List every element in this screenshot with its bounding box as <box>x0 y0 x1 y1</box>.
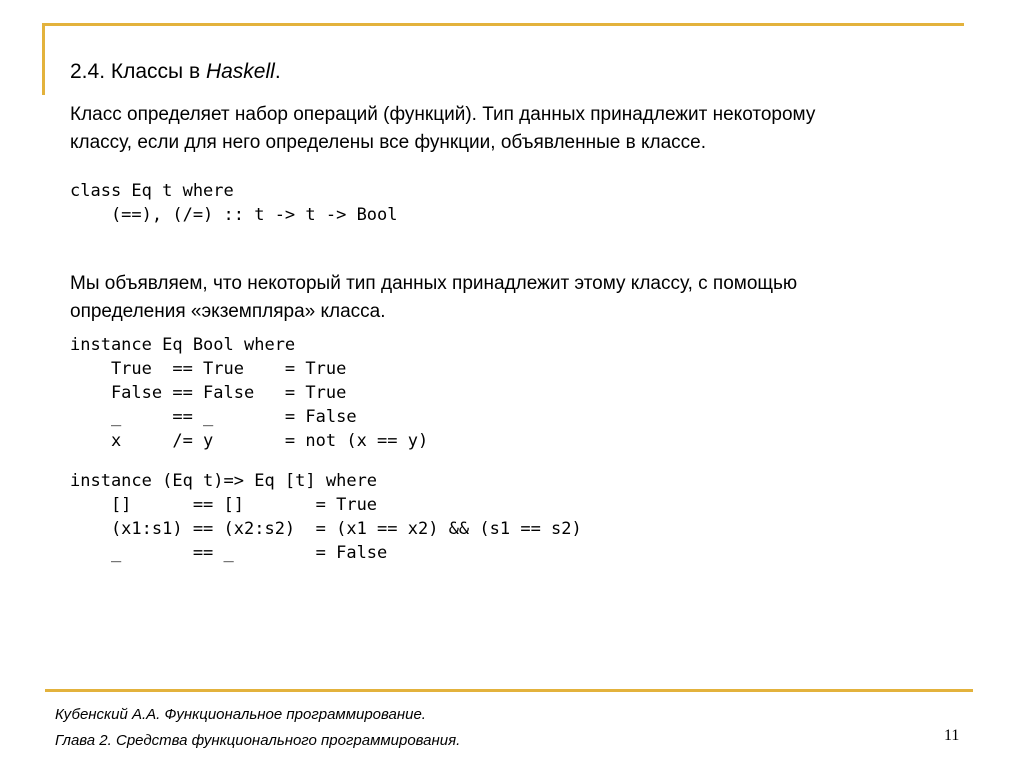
instance-paragraph <box>70 270 797 326</box>
footer-chapter: Глава 2. Средства функционального программирования. <box>55 732 461 749</box>
intro-line-1: Класс определяет набор операций (функций). Тип данных принадлежит некоторому <box>70 104 816 125</box>
footer-author: Кубенский А.А. Функциональное программирование. <box>55 706 426 723</box>
instance-line-2: определения «экземпляра» класса. <box>70 301 386 322</box>
instance-line-1: Мы объявляем, что некоторый тип данных принадлежит этому классу, с помощью <box>70 273 798 294</box>
title-prefix: 2.4. Классы в <box>70 60 206 83</box>
top-border-line <box>42 23 964 26</box>
left-border-line <box>42 23 45 95</box>
title-haskell: Haskell <box>205 60 275 83</box>
instance-eq-list-code: instance (Eq t)=> Eq [t] where [] == [] = True (x1:s1) == (x2:s2) = (x1 == x2) && (s1 == s2) _ == _ = False <box>70 471 582 563</box>
instance-eq-bool-code: instance Eq Bool where True == True = True False == False = True _ == _ = False x /= y = not (x == y) <box>70 335 429 451</box>
footer-divider <box>45 689 973 692</box>
intro-paragraph <box>70 101 815 157</box>
intro-line-2: классу, если для него определены все функции, объявленные в классе. <box>70 132 707 153</box>
slide-title <box>70 60 281 84</box>
title-suffix: . <box>274 60 281 83</box>
class-eq-code: class Eq t where (==), (/=) :: t -> t -> Bool <box>70 181 398 225</box>
page-number: 11 <box>944 727 960 744</box>
